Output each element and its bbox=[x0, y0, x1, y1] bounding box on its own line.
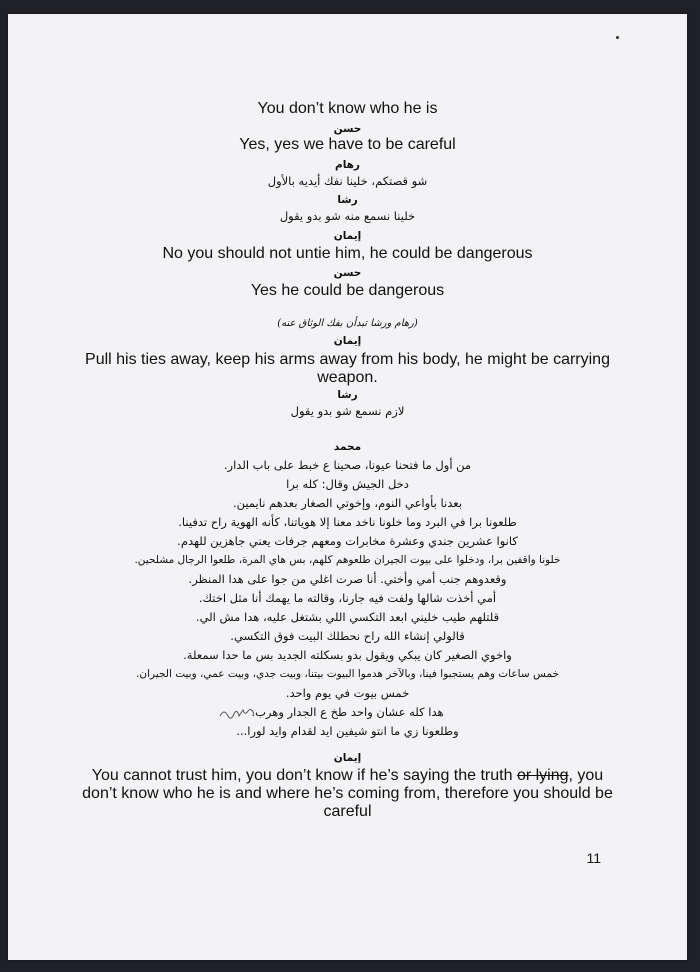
monologue-line: كانوا عشرين جندي وعشرة مخابرات ومعهم جرفات يعني جاهزين للهدم. bbox=[177, 534, 518, 548]
closing-line-3: careful bbox=[323, 803, 372, 820]
speaker-name: حسن bbox=[333, 123, 362, 135]
monologue-line: قلتلهم طيب خليني ابعد التكسي اللي بشتغل عليه، هدا مش الي. bbox=[195, 610, 500, 624]
closing-line-1 bbox=[8, 767, 687, 785]
dialogue-line-ar: خلينا نسمع منه شو بدو يقول bbox=[279, 209, 416, 223]
monologue-line: قالولي إنشاء الله راح نحطلك البيت فوق التكسي. bbox=[230, 629, 465, 643]
closing-text: , you bbox=[568, 767, 604, 784]
dialogue-line-en: No you should not untie him, he could be dangerous bbox=[162, 245, 533, 262]
monologue-line: خلونا واقفين برا، ودخلوا على بيوت الجيران طلعوهم كلهم، بس هاي المرة، طلعوا الرجال مشلحين. bbox=[134, 554, 561, 566]
speaker-name: حسن bbox=[333, 267, 362, 279]
speaker-name: رهام bbox=[335, 159, 360, 171]
monologue-line: دخل الجيش وقال: كله برا bbox=[286, 477, 409, 491]
speaker-name: إيمان bbox=[333, 335, 362, 347]
monologue-line: طلعونا برا في البرد وما خلونا ناخد معنا إلا هوياتنا، كأنه الهوية راح تدفينا. bbox=[178, 515, 517, 529]
monologue-line: هدا كله عشان واحد طخ ع الجدار وهرب. bbox=[251, 705, 444, 719]
speaker-name: محمد bbox=[333, 441, 362, 453]
monologue-line: واخوي الصغير كان يبكي ويقول بدو بسكلته الجديد بس ما حدا سمعلة. bbox=[183, 648, 512, 662]
monologue-line: وقعدوهم جنب أمي وأختي. أنا صرت اغلي من جوا على هدا المنظر. bbox=[188, 572, 507, 586]
monologue-line: وطلعونا زي ما انتو شيفين ايد لقدام وايد لورا... bbox=[236, 724, 459, 738]
dialogue-line-en: Yes, yes we have to be careful bbox=[239, 136, 456, 153]
handwritten-annotation-icon bbox=[218, 706, 258, 722]
monologue-line: خمس بيوت في يوم واحد. bbox=[285, 686, 410, 700]
page-number: 11 bbox=[586, 850, 601, 866]
dialogue-line-en: You don’t know who he is bbox=[257, 100, 438, 117]
monologue-line: أمي أخذت شالها ولفت فيه جارنا، وقالته ما يهمك أنا مثل اختك. bbox=[198, 591, 497, 605]
monologue-line: بعدنا بأواعي النوم، وإخوتي الصغار بعدهم نايمين. bbox=[232, 496, 463, 510]
script-page bbox=[8, 14, 687, 960]
monologue-line: من أول ما فتحنا عيونا، صحينا ع خبط على باب الدار. bbox=[223, 458, 472, 472]
ink-dot bbox=[616, 36, 619, 39]
speaker-name: إيمان bbox=[333, 230, 362, 242]
struck-text: or lying bbox=[516, 767, 569, 784]
closing-text: You cannot trust him, you don’t know if he’s saying the truth bbox=[91, 767, 517, 784]
dialogue-line-en: Pull his ties away, keep his arms away from his body, he might be carrying bbox=[85, 351, 610, 368]
speaker-name: إيمان bbox=[333, 752, 362, 764]
stage-direction: (رهام ورشا تبدأن بفك الوثاق عنه) bbox=[277, 318, 418, 329]
monologue-line: خمس ساعات وهم يستجبوا فينا، وبالآخر هدموا البيوت بيتنا، وبيت جدي، وبيت عمي، وبيت الجيران. bbox=[136, 668, 559, 680]
speaker-name: رشا bbox=[337, 194, 358, 206]
dialogue-line-ar: شو قصتكم، خلينا نفك أيديه بالأول bbox=[267, 174, 428, 188]
dialogue-line-ar: لازم نسمع شو بدو يقول bbox=[290, 404, 405, 418]
closing-line-2: don’t know who he is and where he’s coming from, therefore you should be bbox=[82, 785, 613, 802]
dialogue-line-en: Yes he could be dangerous bbox=[250, 282, 445, 299]
speaker-name: رشا bbox=[337, 389, 358, 401]
dialogue-line-en: weapon. bbox=[317, 369, 378, 386]
